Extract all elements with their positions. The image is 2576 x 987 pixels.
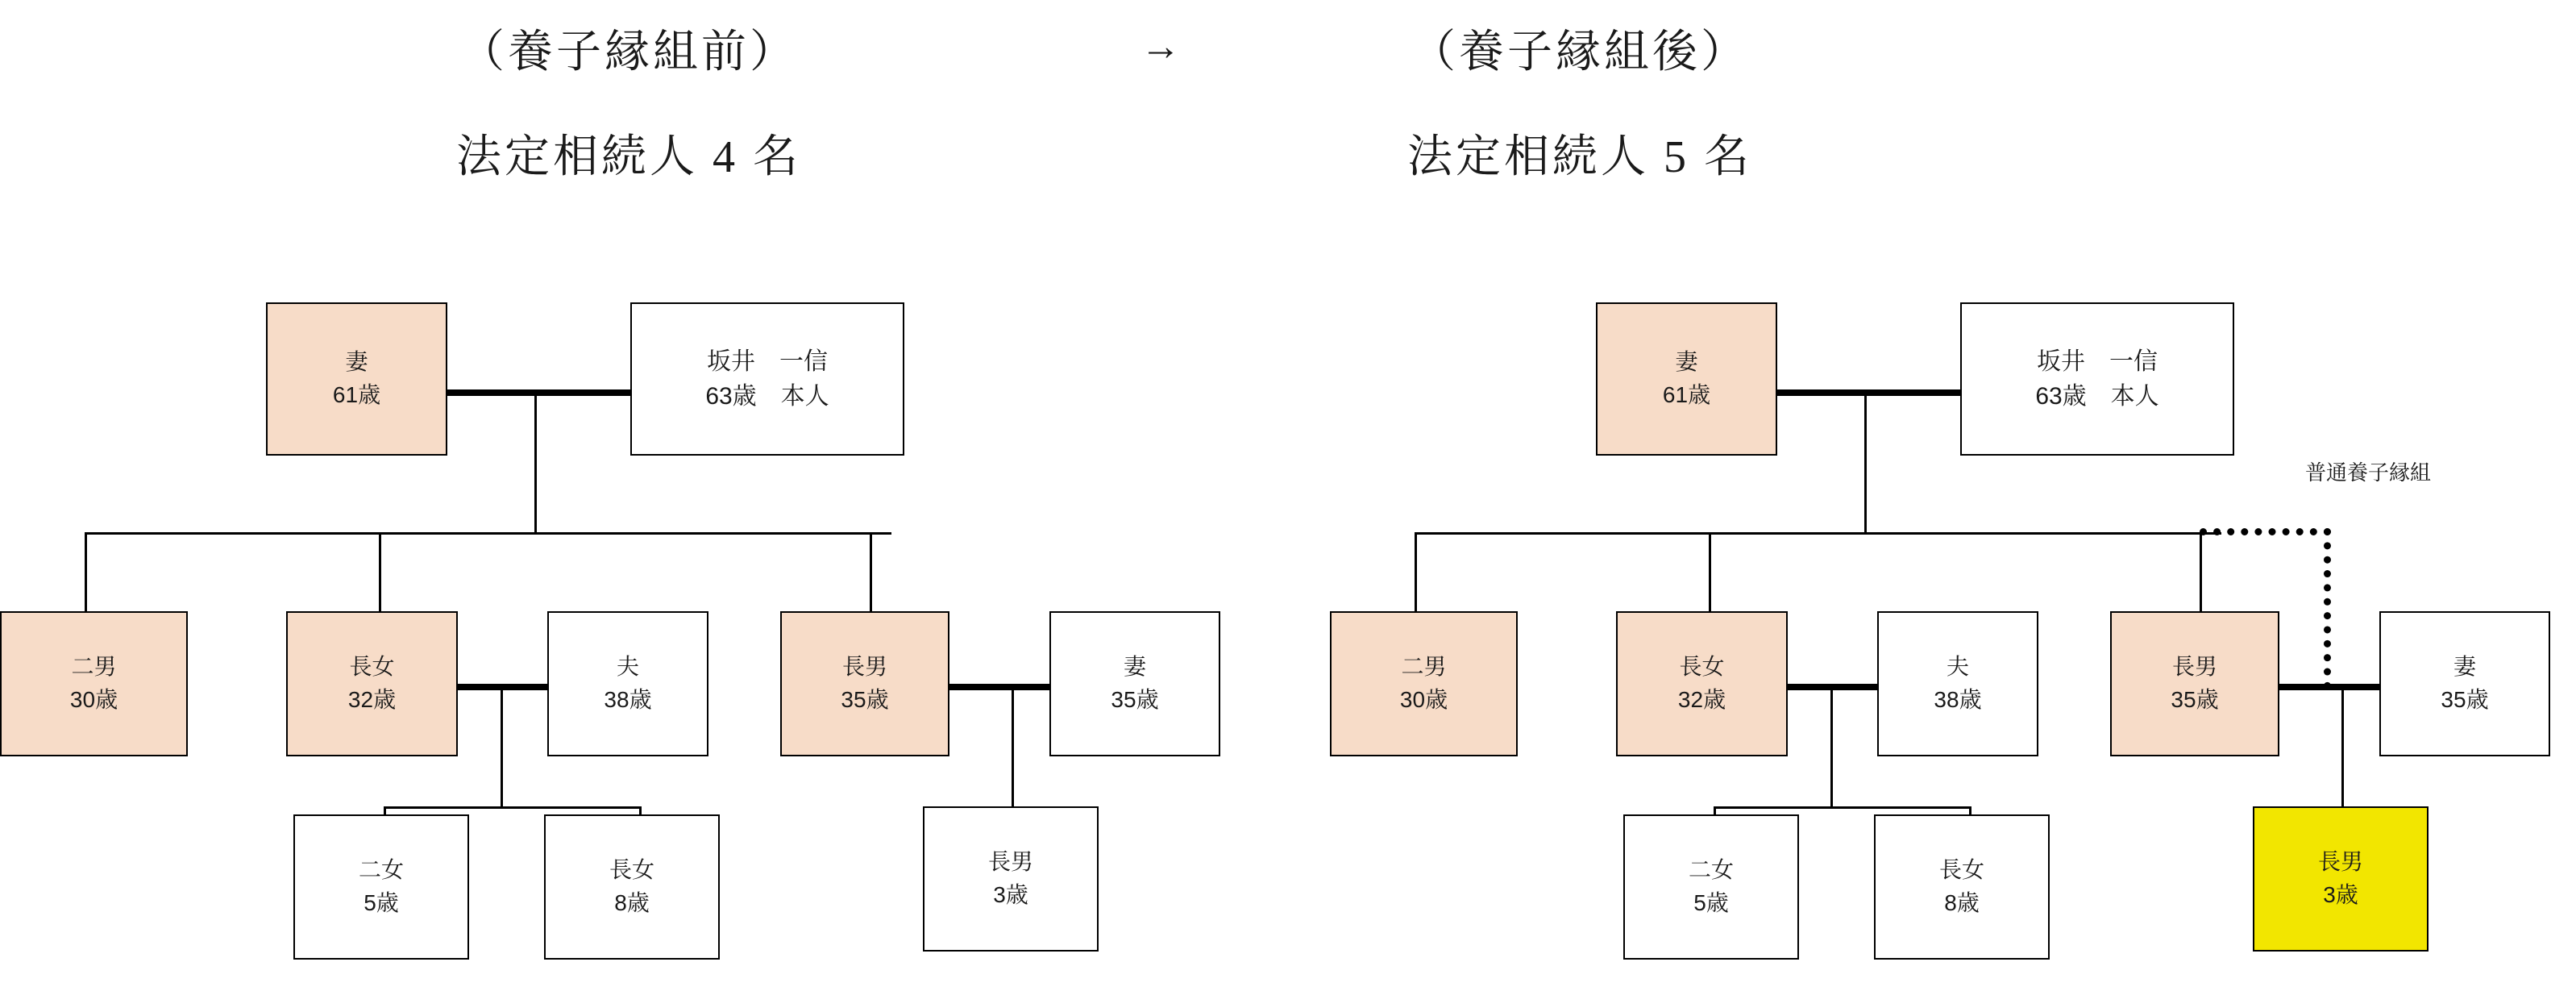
after-node-daughter-husband-name: 夫: [1946, 654, 1969, 680]
before-heading-subtitle: 法定相続人 4 名: [456, 132, 801, 182]
before-node-wife-age: 61歳: [332, 382, 381, 407]
after-node-wife: [1596, 302, 1777, 456]
before-node-eldest-son-name: 長男: [841, 654, 887, 680]
before-node-second-son-name: 二男: [71, 654, 117, 680]
before-node-eldest-daughter-name: 長女: [349, 654, 395, 680]
transition-arrow-icon: →: [1141, 23, 1181, 69]
before-marriage-link-son: [948, 684, 1050, 690]
after-node-second-son: [1330, 611, 1518, 756]
after-couple-descender: [1864, 393, 1867, 534]
before-grandchild-bus-daughter: [384, 806, 642, 809]
after-node-gc-eldest-son-age: 3歳: [2323, 882, 2358, 907]
after-riser-eldest-daughter: [1709, 532, 1711, 613]
before-node-gc-eldest-son-name: 長男: [987, 849, 1033, 875]
before-daughter-descender: [501, 687, 503, 808]
after-marriage-link-couple: [1773, 389, 1960, 396]
after-node-gc-eldest-daughter-name: 長女: [1938, 857, 1984, 883]
after-node-eldest-daughter: [1616, 611, 1788, 756]
after-grandchild-bus-daughter: [1714, 806, 1971, 809]
before-node-self-name: 坂井 一信: [707, 348, 828, 375]
before-riser-second-son: [85, 532, 87, 613]
before-node-eldest-son-age: 35歳: [841, 687, 889, 712]
before-node-daughter-husband-age: 38歳: [604, 687, 652, 712]
after-riser-second-son: [1415, 532, 1417, 613]
after-node-grandchild-eldest-daughter: [1874, 814, 2050, 960]
before-node-second-son: [0, 611, 188, 756]
after-node-wife-age: 61歳: [1662, 382, 1711, 407]
before-node-second-son-age: 30歳: [69, 687, 118, 712]
after-node-eldest-son-age: 35歳: [2171, 687, 2219, 712]
before-node-eldest-son: [780, 611, 949, 756]
before-node-gc-second-daughter-name: 二女: [358, 857, 404, 883]
adoption-dotted-vertical: [2324, 528, 2331, 689]
after-node-gc-eldest-son-name: 長男: [2317, 849, 2363, 875]
after-node-self: [1960, 302, 2234, 456]
before-node-grandchild-eldest-son: [923, 806, 1099, 952]
before-node-eldest-daughter-age: 32歳: [347, 687, 397, 712]
after-node-self-name: 坂井 一信: [2037, 348, 2158, 375]
before-node-gc-eldest-daughter-name: 長女: [609, 857, 654, 883]
after-son-descender: [2341, 687, 2344, 824]
before-couple-descender: [534, 393, 537, 534]
before-node-eldest-daughter: [286, 611, 458, 756]
before-node-gc-eldest-daughter-age: 8歳: [614, 890, 650, 915]
after-node-son-wife: [2379, 611, 2550, 756]
after-node-eldest-son: [2110, 611, 2279, 756]
after-node-son-wife-age: 35歳: [2441, 687, 2489, 712]
after-node-grandchild-second-daughter: [1623, 814, 1799, 960]
before-marriage-link-couple: [443, 389, 630, 396]
adoption-label: 普通養子縁組: [2305, 460, 2432, 485]
before-riser-eldest-daughter: [379, 532, 381, 613]
before-node-wife-name: 妻: [345, 349, 368, 375]
before-node-gc-second-daughter-age: 5歳: [364, 890, 399, 915]
after-node-grandchild-eldest-son-adopted: [2253, 806, 2429, 952]
before-node-daughter-husband: [547, 611, 708, 756]
before-node-wife: [266, 302, 447, 456]
after-node-eldest-son-name: 長男: [2171, 654, 2217, 680]
before-son-descender: [1012, 687, 1014, 824]
after-node-second-son-age: 30歳: [1399, 687, 1448, 712]
before-riser-eldest-son: [870, 532, 872, 613]
after-node-daughter-husband-age: 38歳: [1934, 687, 1982, 712]
after-node-daughter-husband: [1877, 611, 2038, 756]
before-node-grandchild-eldest-daughter: [544, 814, 720, 960]
before-node-self-age: 63歳 本人: [705, 383, 829, 410]
after-riser-eldest-son: [2200, 532, 2202, 613]
before-node-son-wife: [1049, 611, 1220, 756]
after-sibling-bus: [1415, 532, 2221, 535]
after-node-gc-second-daughter-name: 二女: [1688, 857, 1734, 883]
adoption-dotted-horizontal: [2200, 528, 2331, 535]
before-node-gc-eldest-son-age: 3歳: [993, 882, 1028, 907]
before-heading-title: （養子縁組前）: [459, 27, 798, 77]
after-heading-title: （養子縁組後）: [1411, 27, 1749, 77]
before-node-son-wife-name: 妻: [1123, 654, 1146, 680]
before-node-son-wife-age: 35歳: [1111, 687, 1159, 712]
after-node-son-wife-name: 妻: [2453, 654, 2476, 680]
before-node-daughter-husband-name: 夫: [616, 654, 639, 680]
after-daughter-descender: [1830, 687, 1833, 808]
before-sibling-bus: [85, 532, 891, 535]
after-node-gc-eldest-daughter-age: 8歳: [1944, 890, 1980, 915]
after-heading-subtitle: 法定相続人 5 名: [1407, 132, 1752, 182]
after-node-second-son-name: 二男: [1401, 654, 1447, 680]
after-node-self-age: 63歳 本人: [2035, 383, 2159, 410]
before-node-self: [630, 302, 904, 456]
before-node-grandchild-second-daughter: [293, 814, 469, 960]
after-node-gc-second-daughter-age: 5歳: [1693, 890, 1729, 915]
after-node-eldest-daughter-age: 32歳: [1677, 687, 1726, 712]
after-node-eldest-daughter-name: 長女: [1679, 654, 1725, 680]
after-node-wife-name: 妻: [1675, 349, 1698, 375]
